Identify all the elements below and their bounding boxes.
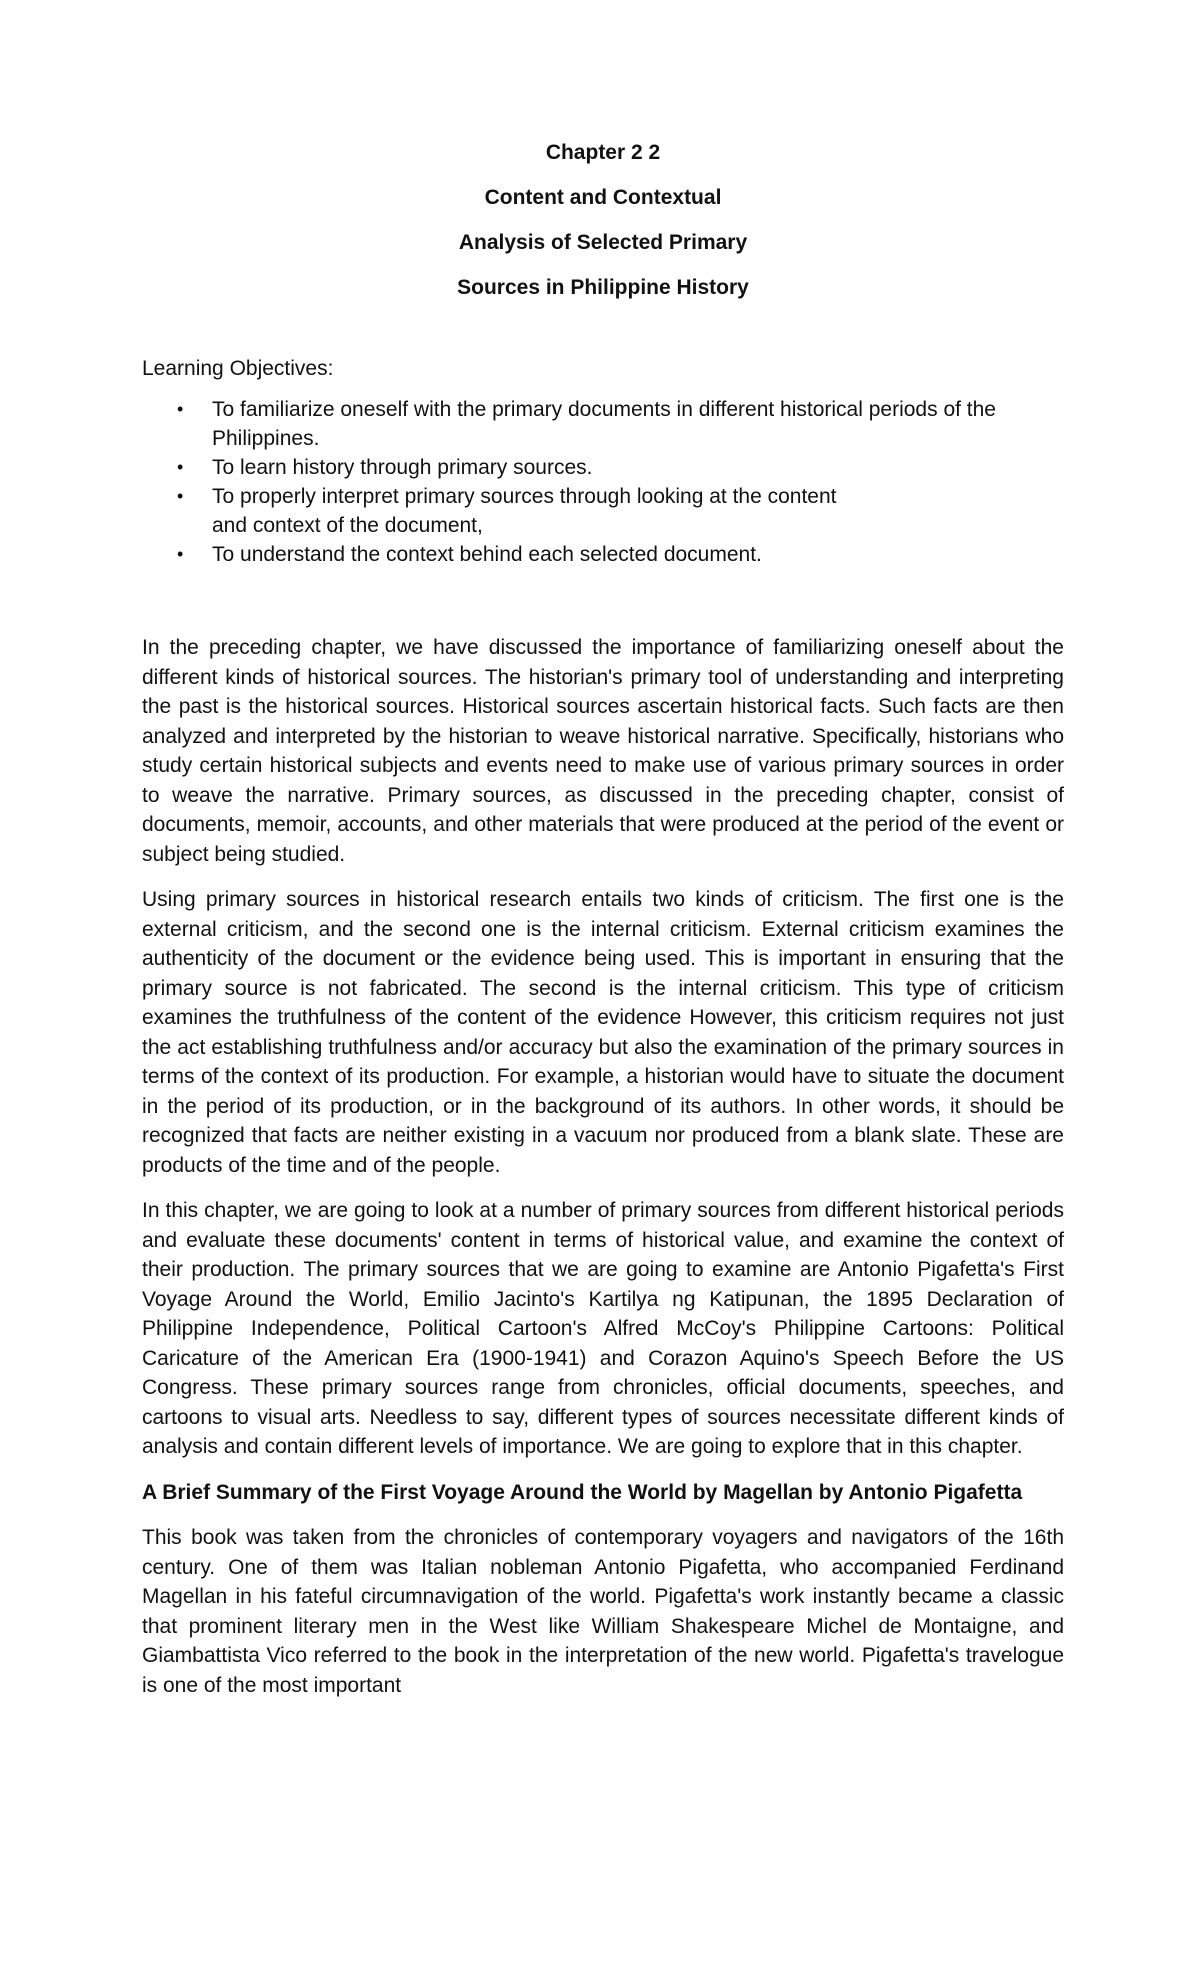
learning-objectives-list (142, 395, 1064, 569)
bullet-icon: • (177, 544, 184, 564)
objective-text: To familiarize oneself with the primary documents in different historical periods of the Philippines. (212, 398, 996, 450)
body-paragraph: In the preceding chapter, we have discussed the importance of familiarizing oneself about the different kinds of historical sources. The historian's primary tool of understanding and interpreting the past is the historical sources. Historical sources ascertain historical facts. Such facts are then analyzed and interpreted by the historian to weave historical narrative. Specifically, historians who study certain historical subjects and events need to make use of various primary sources in order to weave the narrative. Primary sources, as discussed in the preceding chapter, consist of documents, memoir, accounts, and other materials that were produced at the period of the event or subject being studied. (142, 636, 1064, 866)
bullet-icon: • (177, 457, 184, 477)
objective-item (177, 453, 1064, 482)
body-paragraph: Using primary sources in historical research entails two kinds of criticism. The first one is the external criticism, and the second one is the internal criticism. External criticism examines the authenticity of the document or the evidence being used. This is important in ensuring that the primary source is not fabricated. The second is the internal criticism. This type of criticism examines the truthfulness of the content of the evidence However, this criticism requires not just the act establishing truthfulness and/or accuracy but also the examination of the primary sources in terms of the context of its production. For example, a historian would have to situate the document in the period of its production, or in the background of its authors. In other words, it should be recognized that facts are neither existing in a vacuum nor produced from a blank slate. These are products of the time and of the people. (142, 888, 1064, 1177)
document-content (142, 138, 1064, 1716)
chapter-title-line-3: Sources in Philippine History (457, 276, 749, 299)
chapter-title-line-2: Analysis of Selected Primary (458, 231, 748, 254)
learning-objectives-label: Learning Objectives: (142, 357, 334, 380)
section-heading: A Brief Summary of the First Voyage Around the World by Magellan by Antonio Pigafetta (142, 1480, 1023, 1504)
bullet-icon: • (177, 399, 184, 419)
chapter-number: Chapter 2 2 (545, 141, 661, 164)
bullet-icon: • (177, 486, 184, 506)
objective-text: To understand the context behind each selected document. (212, 543, 762, 566)
section-paragraph: This book was taken from the chronicles of contemporary voyagers and navigators of the 16th century. One of them was Italian nobleman Antonio Pigafetta, who accompanied Ferdinand Magellan in his fateful circumnavigation of the world. Pigafetta's work instantly became a classic that prominent literary men in the West like William Shakespeare Michel de Montaigne, and Giambattista Vico referred to the book in the interpretation of the new world. Pigafetta's travelogue is one of the most important (142, 1526, 1064, 1697)
objective-item (177, 540, 1064, 569)
objective-text: To learn history through primary sources. (212, 456, 593, 479)
objective-item (177, 482, 852, 540)
chapter-title-line-1: Content and Contextual (484, 186, 722, 209)
body-paragraph: In this chapter, we are going to look at a number of primary sources from different historical periods and evaluate these documents' content in terms of historical value, and examine the context of their production. The primary sources that we are going to examine are Antonio Pigafetta's First Voyage Around the World, Emilio Jacinto's Kartilya ng Katipunan, the 1895 Declaration of Philippine Independence, Political Cartoon's Alfred McCoy's Philippine Cartoons: Political Caricature of the American Era (1900-1941) and Corazon Aquino's Speech Before the US Congress. These primary sources range from chronicles, official documents, speeches, and cartoons to visual arts. Needless to say, different types of sources necessitate different kinds of analysis and contain different levels of importance. We are going to explore that in this chapter. (142, 1199, 1064, 1458)
objective-text: To properly interpret primary sources through looking at the content and context of the document, (212, 485, 837, 537)
objective-item (177, 395, 1064, 453)
